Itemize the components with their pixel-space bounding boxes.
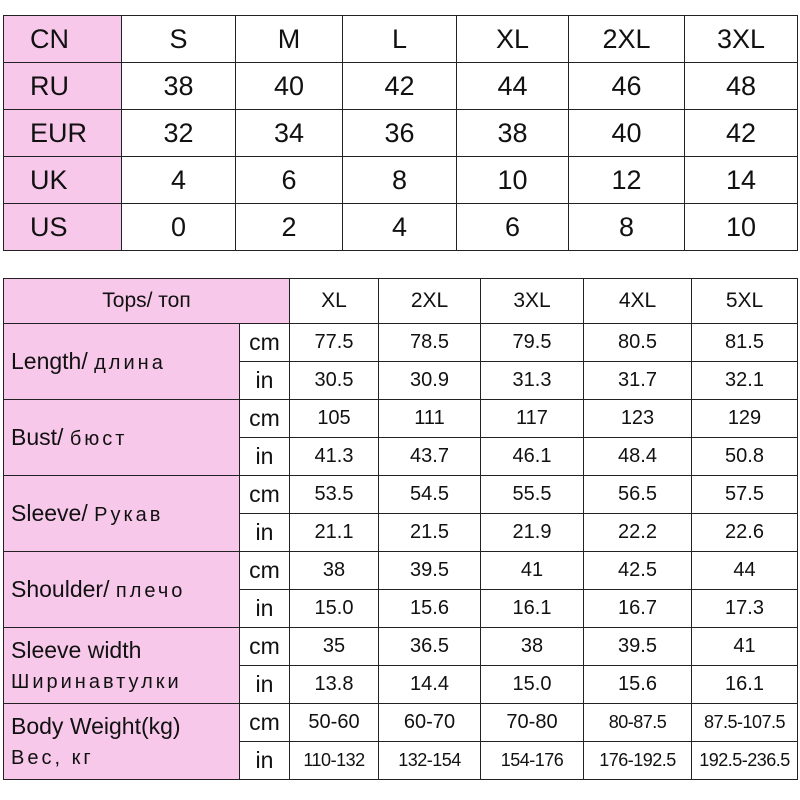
- part-label-en: Sleeve width: [11, 636, 142, 663]
- measure-cell: 80.5: [584, 324, 692, 362]
- size-header-cell: M: [236, 16, 343, 63]
- size-row-ru: [4, 63, 798, 110]
- measure-header-cell: 3XL: [481, 279, 584, 324]
- measure-cell: 44: [692, 552, 798, 590]
- size-cell: 34: [236, 110, 343, 157]
- size-cell: 14: [685, 157, 798, 204]
- measure-cell: 87.5-107.5: [692, 704, 798, 742]
- unit-label: in: [240, 362, 290, 400]
- unit-label: cm: [240, 704, 290, 742]
- measure-cell: 21.9: [481, 514, 584, 552]
- size-row-label: UK: [4, 157, 122, 204]
- size-cell: 2: [236, 204, 343, 251]
- unit-label: in: [240, 666, 290, 704]
- measure-cell: 53.5: [290, 476, 379, 514]
- size-cell: 10: [685, 204, 798, 251]
- measure-header-label: Tops/ топ: [4, 279, 290, 324]
- measure-part-label: [4, 704, 240, 780]
- measure-cell: 123: [584, 400, 692, 438]
- unit-label: cm: [240, 324, 290, 362]
- measure-cell: 154-176: [481, 742, 584, 780]
- size-cell: 32: [122, 110, 236, 157]
- unit-label: in: [240, 590, 290, 628]
- size-cell: 48: [685, 63, 798, 110]
- measure-cell: 22.6: [692, 514, 798, 552]
- measurement-table: [3, 278, 798, 780]
- size-cell: 38: [122, 63, 236, 110]
- measure-row-cm: [4, 476, 798, 514]
- measure-cell: 21.1: [290, 514, 379, 552]
- measure-cell: 111: [379, 400, 481, 438]
- measure-cell: 41: [692, 628, 798, 666]
- measure-cell: 15.6: [379, 590, 481, 628]
- part-label-ru: Ширинавтулки: [11, 670, 182, 693]
- size-row-uk: [4, 157, 798, 204]
- size-cell: 4: [343, 204, 457, 251]
- measure-cell: 15.0: [481, 666, 584, 704]
- part-label-en: Body Weight(kg): [11, 712, 181, 739]
- measure-cell: 57.5: [692, 476, 798, 514]
- measure-cell: 48.4: [584, 438, 692, 476]
- measure-cell: 15.6: [584, 666, 692, 704]
- size-conversion-table: [3, 15, 798, 251]
- unit-label: cm: [240, 628, 290, 666]
- measure-cell: 55.5: [481, 476, 584, 514]
- measure-cell: 30.5: [290, 362, 379, 400]
- measure-header-row: [4, 279, 798, 324]
- size-cell: 12: [569, 157, 685, 204]
- measure-cell: 43.7: [379, 438, 481, 476]
- measure-cell: 39.5: [584, 628, 692, 666]
- measure-cell: 16.1: [481, 590, 584, 628]
- size-header-cell: 3XL: [685, 16, 798, 63]
- size-header-cell: XL: [457, 16, 569, 63]
- size-cell: 4: [122, 157, 236, 204]
- measure-part-label: [4, 476, 240, 552]
- measure-cell: 70-80: [481, 704, 584, 742]
- size-row-label: US: [4, 204, 122, 251]
- unit-label: in: [240, 438, 290, 476]
- measure-cell: 21.5: [379, 514, 481, 552]
- measure-cell: 50.8: [692, 438, 798, 476]
- measure-cell: 56.5: [584, 476, 692, 514]
- part-label-en: Shoulder/: [11, 575, 110, 602]
- measure-cell: 176-192.5: [584, 742, 692, 780]
- measure-part-label: [4, 324, 240, 400]
- size-cell: 6: [236, 157, 343, 204]
- part-label-ru: длина: [94, 351, 166, 374]
- measure-cell: 129: [692, 400, 798, 438]
- size-row-eur: [4, 110, 798, 157]
- measure-cell: 35: [290, 628, 379, 666]
- size-cell: 8: [343, 157, 457, 204]
- size-cell: 8: [569, 204, 685, 251]
- unit-label: cm: [240, 400, 290, 438]
- measure-cell: 117: [481, 400, 584, 438]
- measure-cell: 50-60: [290, 704, 379, 742]
- size-cell: 6: [457, 204, 569, 251]
- measure-cell: 41.3: [290, 438, 379, 476]
- measure-cell: 41: [481, 552, 584, 590]
- measure-cell: 60-70: [379, 704, 481, 742]
- measure-cell: 78.5: [379, 324, 481, 362]
- measure-cell: 13.8: [290, 666, 379, 704]
- measure-cell: 16.7: [584, 590, 692, 628]
- size-cell: 40: [569, 110, 685, 157]
- unit-label: cm: [240, 552, 290, 590]
- measure-cell: 192.5-236.5: [692, 742, 798, 780]
- measure-cell: 38: [481, 628, 584, 666]
- part-label-ru: плечо: [115, 579, 186, 602]
- measure-cell: 42.5: [584, 552, 692, 590]
- unit-label: in: [240, 742, 290, 780]
- measure-row-cm: [4, 552, 798, 590]
- size-header-cell: S: [122, 16, 236, 63]
- measure-cell: 110-132: [290, 742, 379, 780]
- measure-cell: 17.3: [692, 590, 798, 628]
- size-cell: 0: [122, 204, 236, 251]
- measure-cell: 16.1: [692, 666, 798, 704]
- size-header-label: CN: [4, 16, 122, 63]
- size-row-us: [4, 204, 798, 251]
- measure-header-cell: 2XL: [379, 279, 481, 324]
- size-cell: 42: [343, 63, 457, 110]
- measure-cell: 31.7: [584, 362, 692, 400]
- measure-cell: 79.5: [481, 324, 584, 362]
- measurement-rows: [4, 324, 798, 780]
- size-header-row: [4, 16, 798, 63]
- part-label-en: Length/: [11, 347, 88, 374]
- part-label-ru: Вес, кг: [11, 746, 94, 769]
- unit-label: in: [240, 514, 290, 552]
- size-cell: 36: [343, 110, 457, 157]
- part-label-ru: бюст: [69, 427, 128, 450]
- measure-part-label: [4, 400, 240, 476]
- size-cell: 46: [569, 63, 685, 110]
- size-header-cell: 2XL: [569, 16, 685, 63]
- size-cell: 42: [685, 110, 798, 157]
- size-cell: 40: [236, 63, 343, 110]
- measure-cell: 38: [290, 552, 379, 590]
- measure-cell: 80-87.5: [584, 704, 692, 742]
- measure-part-label: [4, 628, 240, 704]
- measure-cell: 14.4: [379, 666, 481, 704]
- measure-cell: 132-154: [379, 742, 481, 780]
- size-header-cell: L: [343, 16, 457, 63]
- size-cell: 38: [457, 110, 569, 157]
- part-label-en: Sleeve/: [11, 499, 88, 526]
- measure-header-cell: XL: [290, 279, 379, 324]
- measure-cell: 81.5: [692, 324, 798, 362]
- measure-cell: 30.9: [379, 362, 481, 400]
- measure-cell: 77.5: [290, 324, 379, 362]
- measure-cell: 46.1: [481, 438, 584, 476]
- measure-row-cm: [4, 400, 798, 438]
- measure-cell: 39.5: [379, 552, 481, 590]
- measure-cell: 105: [290, 400, 379, 438]
- measure-cell: 36.5: [379, 628, 481, 666]
- size-row-label: RU: [4, 63, 122, 110]
- unit-label: cm: [240, 476, 290, 514]
- measure-row-cm: [4, 324, 798, 362]
- size-cell: 10: [457, 157, 569, 204]
- measure-part-label: [4, 552, 240, 628]
- size-cell: 44: [457, 63, 569, 110]
- measure-header-cell: 4XL: [584, 279, 692, 324]
- measure-header-cell: 5XL: [692, 279, 798, 324]
- measure-cell: 22.2: [584, 514, 692, 552]
- measure-row-cm: [4, 704, 798, 742]
- measure-cell: 54.5: [379, 476, 481, 514]
- measure-cell: 32.1: [692, 362, 798, 400]
- size-row-label: EUR: [4, 110, 122, 157]
- measure-cell: 31.3: [481, 362, 584, 400]
- measure-row-cm: [4, 628, 798, 666]
- measure-cell: 15.0: [290, 590, 379, 628]
- part-label-en: Bust/: [11, 423, 64, 450]
- part-label-ru: Рукав: [94, 503, 164, 526]
